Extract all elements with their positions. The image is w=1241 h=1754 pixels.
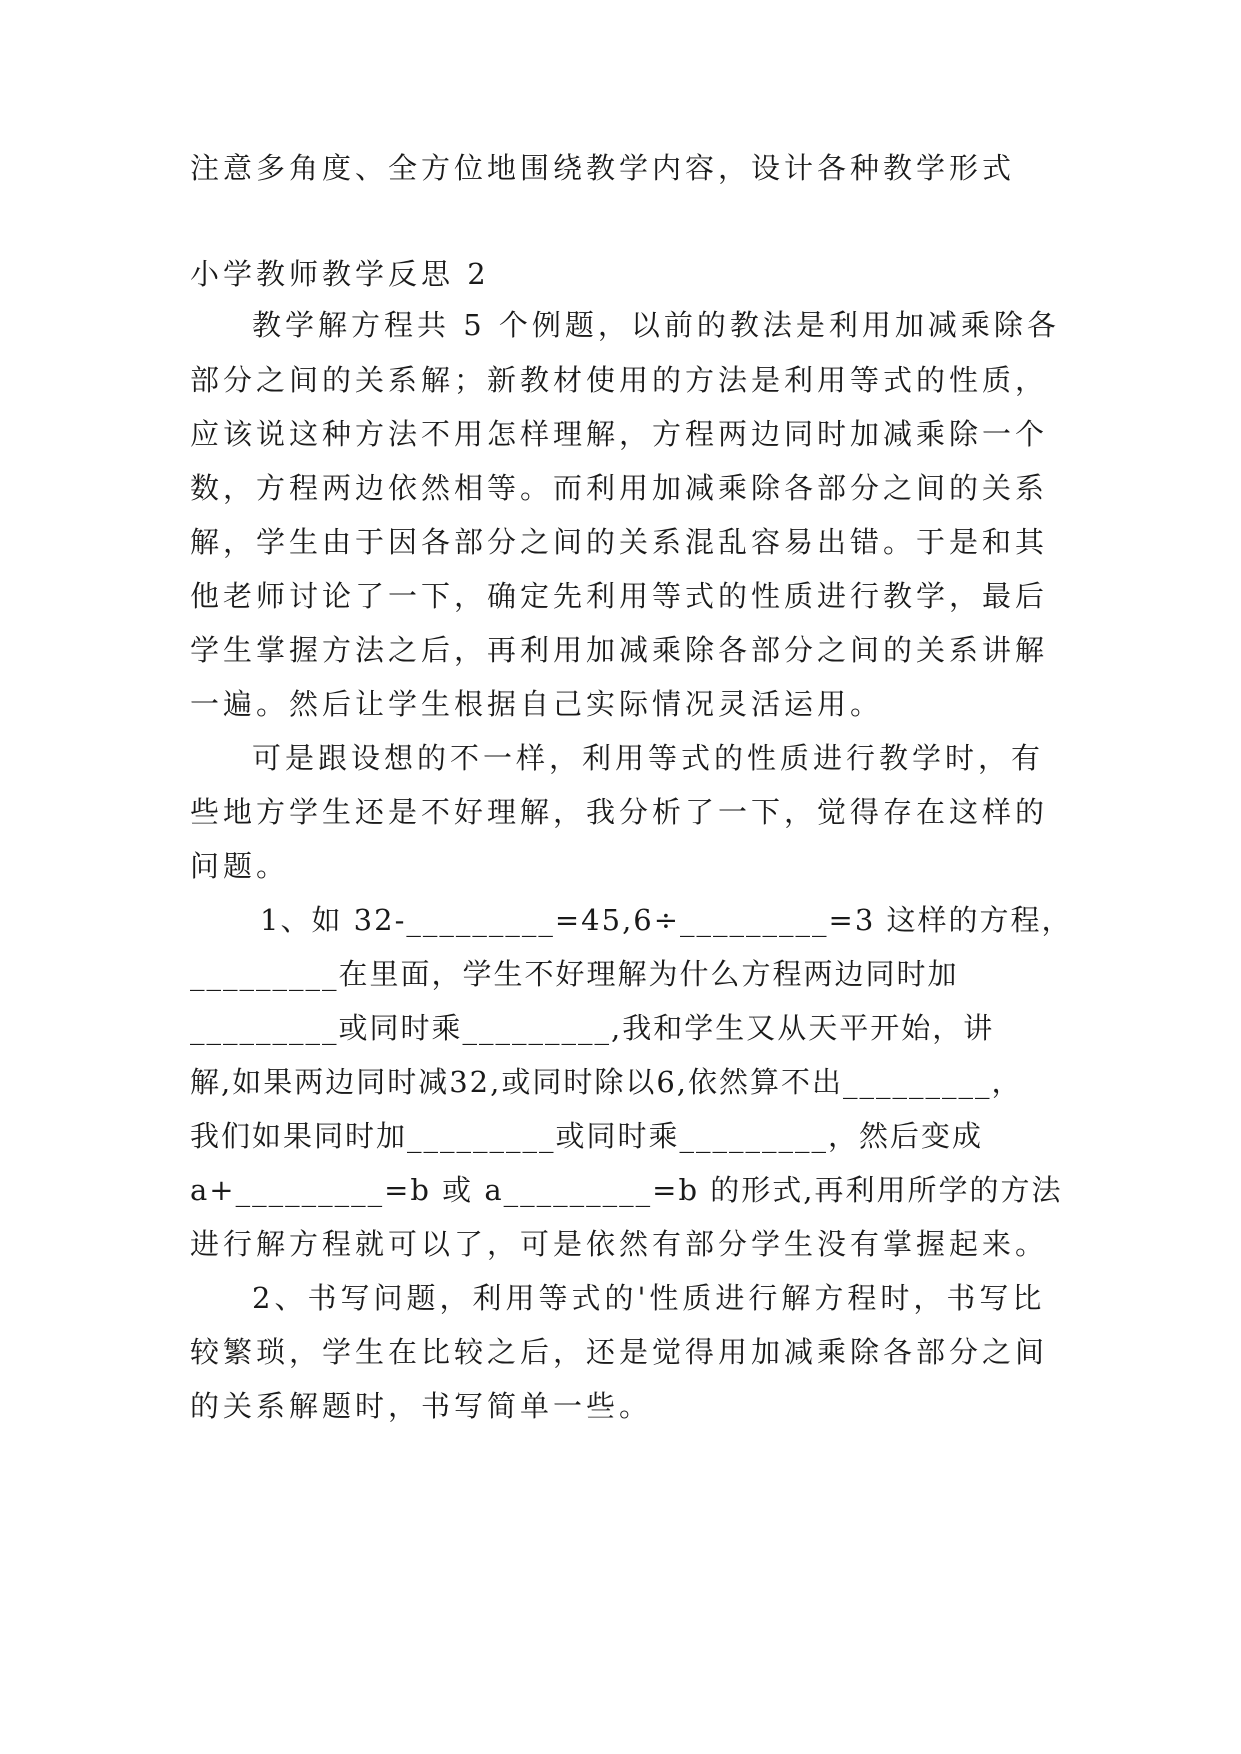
paragraph-1-line-1: 教学解方程共 5 个例题，以前的教法是利用加减乘除各 — [252, 308, 1060, 342]
paragraph-1-line-2: 部分之间的关系解；新教材使用的方法是利用等式的性质， — [190, 363, 1049, 397]
item-1-line-1: 1、如 32-_________=45,6÷_________=3 这样的方程， — [260, 903, 1073, 937]
paragraph-2-line-3: 问题。 — [190, 849, 290, 883]
paragraph-1-line-5: 解，学生由于因各部分之间的关系混乱容易出错。于是和其 — [190, 525, 1049, 559]
paragraph-1-line-7: 学生掌握方法之后，再利用加减乘除各部分之间的关系讲解 — [190, 633, 1049, 667]
section-title: 小学教师教学反思 2 — [190, 257, 490, 291]
item-1-line-4: 解,如果两边同时减32,或同时除以6,依然算不出_________， — [190, 1065, 1023, 1099]
item-1-line-7: 进行解方程就可以了，可是依然有部分学生没有掌握起来。 — [190, 1227, 1049, 1261]
paragraph-2-line-2: 些地方学生还是不好理解，我分析了一下，觉得存在这样的 — [190, 795, 1049, 829]
paragraph-1-line-6: 他老师讨论了一下，确定先利用等式的性质进行教学，最后 — [190, 579, 1049, 613]
text-line-intro: 注意多角度、全方位地围绕教学内容，设计各种教学形式 — [190, 151, 1016, 185]
item-1-line-3: _________或同时乘_________,我和学生又从天平开始，讲 — [190, 1011, 995, 1045]
paragraph-1-line-3: 应该说这种方法不用怎样理解，方程两边同时加减乘除一个 — [190, 417, 1049, 451]
item-1-line-6: a+_________=b 或 a_________=b 的形式,再利用所学的方法 — [190, 1173, 1063, 1207]
item-2-line-1: 2、书写问题，利用等式的'性质进行解方程时，书写比 — [252, 1281, 1046, 1315]
item-2-line-3: 的关系解题时，书写简单一些。 — [190, 1389, 653, 1423]
item-2-line-2: 较繁琐，学生在比较之后，还是觉得用加减乘除各部分之间 — [190, 1335, 1049, 1369]
paragraph-1-line-8: 一遍。然后让学生根据自己实际情况灵活运用。 — [190, 687, 884, 721]
item-1-line-2: _________在里面，学生不好理解为什么方程两边同时加 — [190, 957, 959, 991]
paragraph-1-line-4: 数，方程两边依然相等。而利用加减乘除各部分之间的关系 — [190, 471, 1049, 505]
item-1-line-5: 我们如果同时加_________或同时乘_________，然后变成 — [190, 1119, 984, 1153]
paragraph-2-line-1: 可是跟设想的不一样，利用等式的性质进行教学时，有 — [252, 741, 1045, 775]
